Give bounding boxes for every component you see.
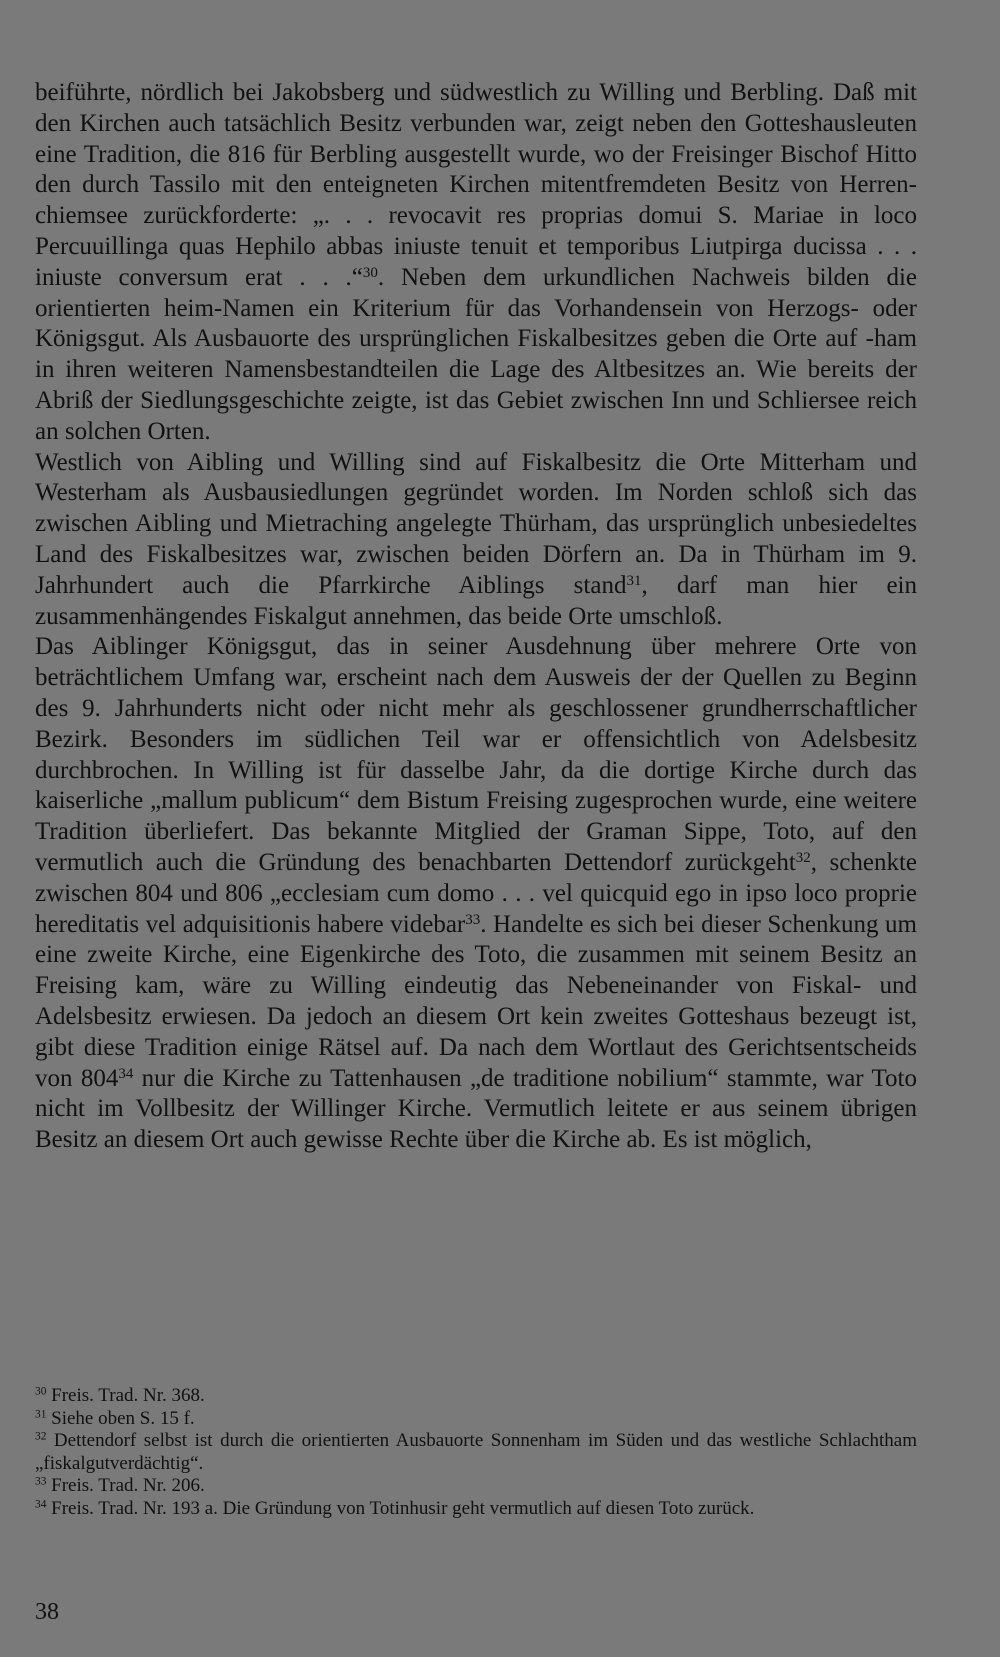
footnote xyxy=(35,1408,917,1431)
footnote-number: 33 xyxy=(35,1475,47,1488)
footnotes xyxy=(35,1385,917,1520)
text-run: Westlich von Aibling und Willing sind auf Fiskalbesitz die Orte Mitterham und Westerham als Ausbausiedlungen gegründet worden. Im Norden schloß sich das zwischen Aibling und Mietraching angelegte Thürham, das ursprünglich unbesiedeltes Land des Fiskalbesitzes war, zwischen beiden Dörfern an. Da in Thürham im 9. Jahrhundert auch die Pfarrkirche Aiblings stand xyxy=(35,448,917,599)
text-run: nur die Kirche zu Tattenhausen „de traditione nobilium“ stammte, war Toto nicht im Vollbesitz der Willinger Kirche. Vermutlich leitete er aus seinem übrigen Besitz an diesem Ort auch gewisse Rechte über die Kirche ab. Es ist möglich, xyxy=(35,1064,917,1154)
footnote-text: Freis. Trad. Nr. 368. xyxy=(46,1385,205,1406)
text-run: , schenkte zwischen 804 und 806 „ecclesiam cum domo . . . vel quicquid ego in ipso loco proprie hereditatis vel adquisitionis habere videbar xyxy=(35,848,918,938)
footnote-number: 32 xyxy=(35,1430,47,1443)
text-run: . Handelte es sich bei dieser Schenkung um eine zweite Kirche, eine Eigenkirche des Toto, die zusammen mit seinem Besitz an Freising kam, wäre zu Willing eindeutig das Nebeneinander von Fiskal- und Adelsbesitz erwiesen. Da jedoch an diesem Ort kein zweites Gotteshaus bezeugt ist, gibt diese Tradition einige Rätsel auf. Da nach dem Wortlaut des Gerichtsentscheids von 804 xyxy=(35,910,917,1092)
footnote-ref: 34 xyxy=(118,1065,134,1082)
footnote xyxy=(35,1498,917,1521)
text-run: . Neben dem urkundlichen Nachweis bilden die orientierten heim-Namen ein Kriterium für das Vorhandensein von Herzogs- oder Königsgut. Als Ausbauorte des ursprünglichen Fiskalbesitzes geben die Orte auf -ham in ihren weiteren Namensbestandteilen die Lage des Altbesitzes an. Wie bereits der Abriß der Siedlungsgeschichte zeigte, ist das Gebiet zwischen Inn und Schliersee reich an solchen Orten. xyxy=(35,263,917,445)
footnote-ref: 31 xyxy=(626,572,642,589)
page-number: 38 xyxy=(35,1599,59,1625)
footnote-text: Freis. Trad. Nr. 206. xyxy=(46,1475,205,1496)
footnote-text: Siehe oben S. 15 f. xyxy=(46,1407,195,1429)
text-run: beiführte, nördlich bei Jakobsberg und südwestlich zu Willing und Berbling. Daß mit den Kirchen auch tatsächlich Besitz verbunden war, zeigt neben den Gotteshausleuten eine Tradition, die 816 für Berbling ausgestellt wurde, wo der Freisinger Bischof Hitto den durch Tassilo mit den enteigneten Kirchen mitentfremdeten Besitz von Herren-chiemsee zurückforderte: „. . . revocavit res proprias domui S. Mariae in loco Percuuillinga quas Hephilo abbas iniuste tenuit et temporibus Liutpirga ducissa . . . iniuste conversum erat . . .“ xyxy=(35,79,917,291)
footnote-ref: 30 xyxy=(362,264,378,281)
text-run: Das Aiblinger Königsgut, das in seiner Ausdehnung über mehrere Orte von beträchtlichem Umfang war, erscheint nach dem Ausweis der der Quellen zu Beginn des 9. Jahrhunderts nicht oder nicht mehr als geschlossener grundherrschaftlicher Bezirk. Besonders im südlichen Teil war er offensichtlich von Adelsbesitz durchbrochen. In Willing ist für dasselbe Jahr, da die dortige Kirche durch das kaiserliche „mallum publicum“ dem Bistum Freising zugesprochen wurde, eine weitere Tradition überliefert. Das bekannte Mitglied der Graman Sippe, Toto, auf den vermutlich auch die Gründung des benachbarten Dettendorf zurückgeht xyxy=(35,633,917,876)
footnote xyxy=(35,1430,917,1475)
paragraph-3 xyxy=(35,632,917,1156)
footnote-text: Dettendorf selbst ist durch die orientierten Ausbauorte Sonnenham im Süden und das westliche Schlachtham „fiskalgutverdächtig“. xyxy=(35,1430,917,1474)
footnote xyxy=(35,1385,917,1408)
footnote-ref: 32 xyxy=(795,849,811,866)
footnote-text: Freis. Trad. Nr. 193 a. Die Gründung von Totinhusir geht vermutlich auf diesen Toto zurück. xyxy=(46,1497,755,1519)
main-text xyxy=(35,78,917,1156)
paragraph-2 xyxy=(35,448,917,633)
footnote-number: 34 xyxy=(35,1498,47,1511)
paragraph-1 xyxy=(35,78,917,448)
footnote-number: 31 xyxy=(35,1408,47,1421)
footnote-ref: 33 xyxy=(465,911,481,928)
footnote xyxy=(35,1475,917,1498)
text-run: , darf man hier ein zusammenhängendes Fiskalgut annehmen, das beide Orte umschloß. xyxy=(35,571,917,630)
footnote-number: 30 xyxy=(35,1385,47,1398)
